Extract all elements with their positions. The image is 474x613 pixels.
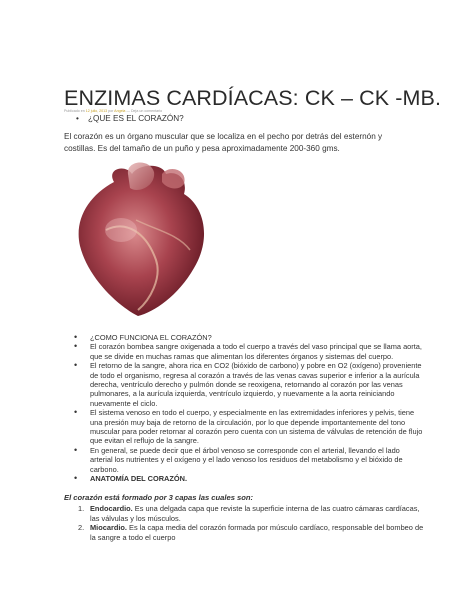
layers-list [64, 504, 424, 542]
item-number: 2. [78, 523, 85, 533]
list-item-text: El corazón bombea sangre oxigenada a todo el cuerpo a través del vaso principal que se llama aorta, que se divide en muchas ramas que alimentan los diferentes órganos y sistemas del cuerpo. [90, 342, 422, 361]
list-item [64, 361, 424, 408]
list-item [64, 504, 424, 523]
list-item-text: En general, se puede decir que el árbol venoso se corresponde con el arterial, llevando el lado arterial los nutrientes y el oxígeno y el lado venoso los residuos del metabolismo y el bióxido de carbono. [90, 445, 403, 474]
list-item [64, 446, 424, 474]
list-item [64, 342, 424, 361]
bullet: • [76, 114, 79, 123]
content-list [64, 333, 424, 484]
layers-intro: El corazón está formado por 3 capas las cuales son: [64, 493, 254, 502]
meta-date-link[interactable]: 12 julio, 2013 [85, 109, 108, 113]
item-text: Es una delgada capa que reviste la superficie interna de las cuatro cámaras cardíacas, las válvulas y los músculos. [90, 504, 420, 523]
intro-paragraph: El corazón es un órgano muscular que se localiza en el pecho por detrás del esternón y costillas. Es del tamaño de un puño y pesa aproximadamente 200-360 gms. [64, 132, 383, 153]
list-item-text: El retorno de la sangre, ahora rica en CO2 (bióxido de carbono) y pobre en O2 (oxígeno) proveniente de todo el organismo, regresa al corazón a través de las venas cavas superior e inferior a la aurícula derecha, ventrículo derecho y pulmón donde se reoxigena, retornando al corazón por las venas pulmonares, a la aurícula izquierda, ventrículo izquierdo, y nuevamente a la aorta reiniciando nuevamente el ciclo. [90, 361, 422, 408]
document-title: ENZIMAS CARDÍACAS: CK – CK -MB. [64, 86, 442, 110]
item-term: Miocardio. [90, 523, 127, 533]
heart-image [66, 160, 216, 320]
post-meta [64, 109, 162, 113]
list-item [64, 408, 424, 446]
heading-que-es [76, 114, 184, 123]
meta-author-link[interactable]: Angela [114, 109, 126, 113]
list-item [64, 474, 424, 483]
meta-rest: — Deja un comentario [125, 109, 163, 113]
item-text: Es la capa media del corazón formada por músculo cardíaco, responsable del bombeo de la sangre a todo el cuerpo [90, 523, 424, 542]
meta-prefix: Publicado en [64, 109, 86, 113]
heading-que-es-text: ¿QUE ES EL CORAZÓN? [88, 114, 184, 123]
list-item [64, 333, 424, 342]
list-item-text: El sistema venoso en todo el cuerpo, y especialmente en las extremidades inferiores y pelvis, tiene una presión muy baja de retorno de la circulación, por lo que depende importantemente del tono muscular para poder retornar al corazón pero cuenta con un sistema de válvulas de retención de flujo que evitan el reflujo de la sangre. [90, 408, 423, 446]
list-item-text: ANATOMÍA DEL CORAZÓN. [90, 474, 188, 484]
item-number: 1. [78, 504, 85, 513]
list-item [64, 523, 424, 542]
item-term: Endocardio. [90, 504, 133, 513]
meta-mid: por [107, 109, 115, 113]
list-item-text: ¿COMO FUNCIONA EL CORAZÓN? [90, 333, 212, 342]
